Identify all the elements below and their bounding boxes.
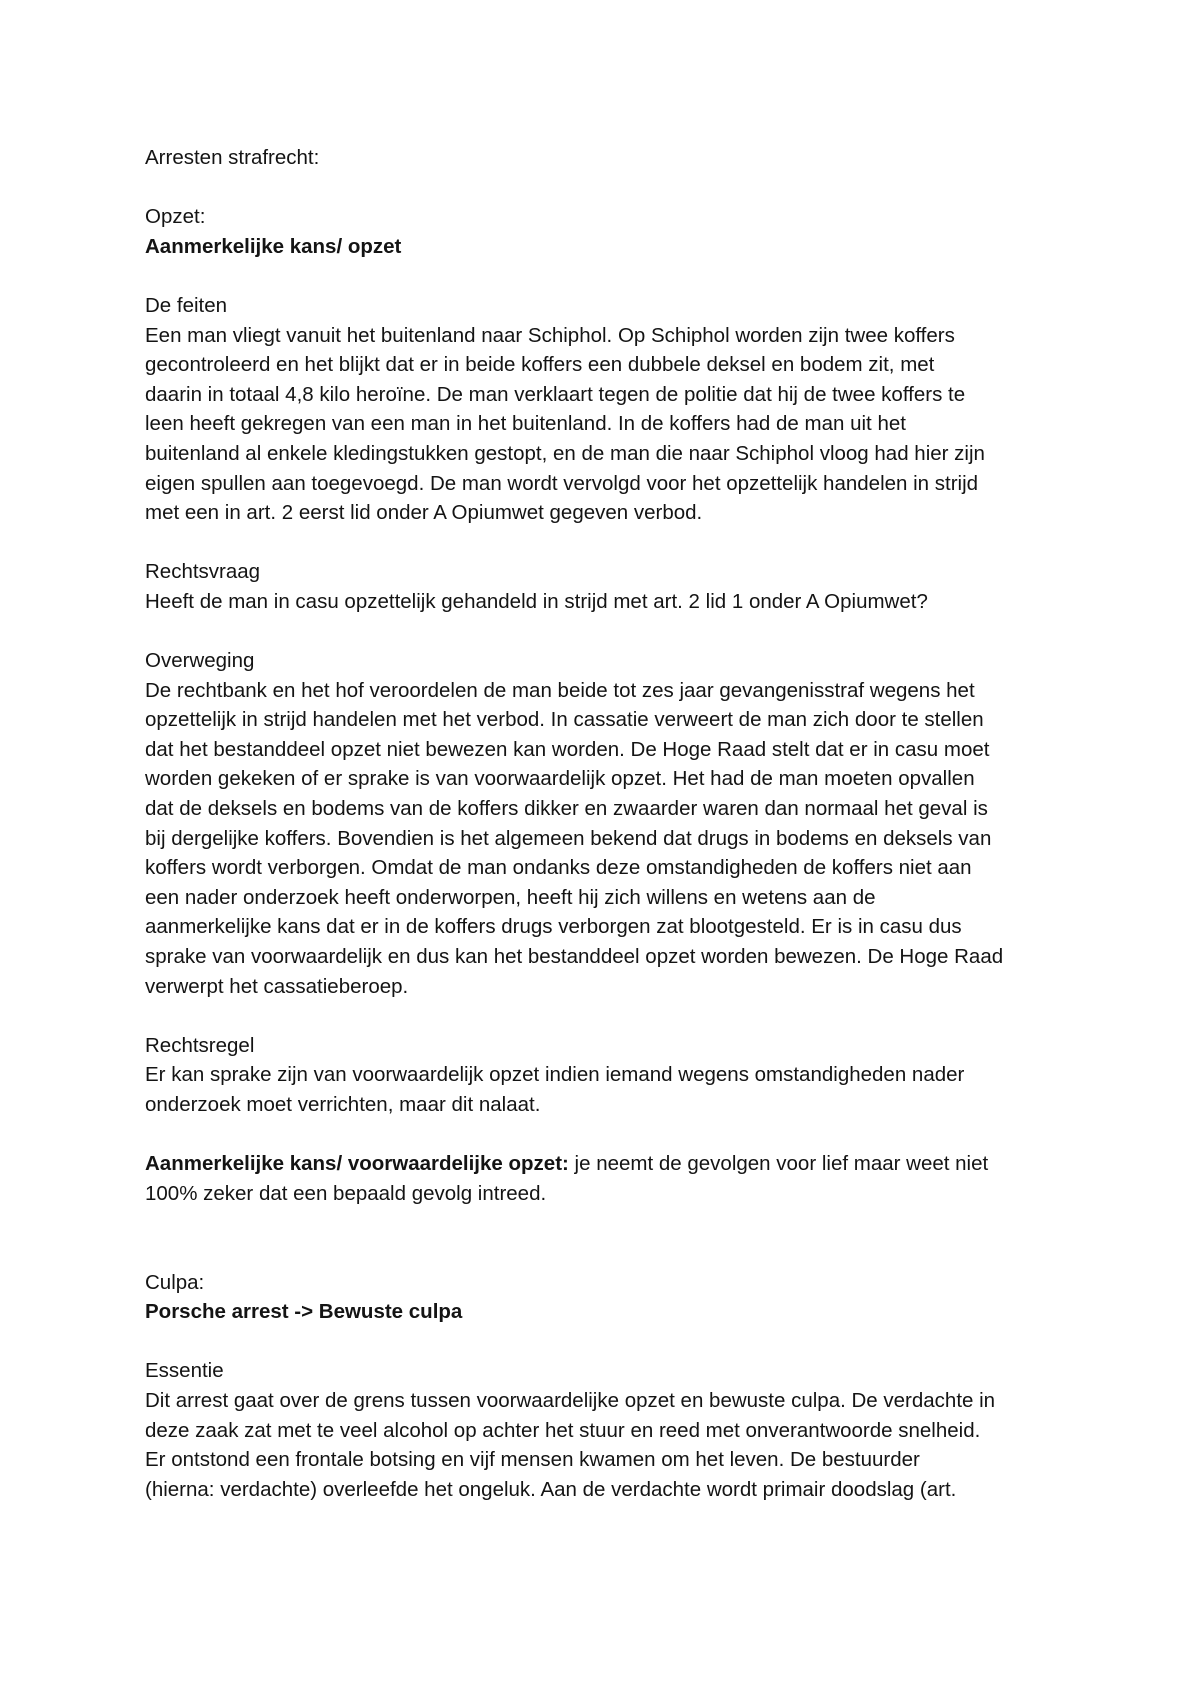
overweging-line: dat de deksels en bodems van de koffers dikker en zwaarder waren dan normaal het geval is <box>145 797 988 821</box>
feiten-line: daarin in totaal 4,8 kilo heroïne. De man verklaart tegen de politie dat hij de twee koffers te <box>145 382 966 406</box>
rechtsregel-label: Rechtsregel <box>145 1033 255 1057</box>
essentie-label: Essentie <box>145 1359 224 1383</box>
culpa-subheading: Porsche arrest -> Bewuste culpa <box>145 1300 463 1324</box>
rechtsregel-line: Er kan sprake zijn van voorwaardelijk opzet indien iemand wegens omstandigheden nader <box>145 1063 965 1087</box>
rechtsvraag-line: Heeft de man in casu opzettelijk gehandeld in strijd met art. 2 lid 1 onder A Opiumwet? <box>145 589 928 613</box>
feiten-line: eigen spullen aan toegevoegd. De man wordt vervolgd voor het opzettelijk handelen in strijd <box>145 471 979 495</box>
definitie-term: Aanmerkelijke kans/ voorwaardelijke opzet: <box>145 1152 569 1176</box>
overweging-line: worden gekeken of er sprake is van voorwaardelijk opzet. Het had de man moeten opvallen <box>145 767 975 791</box>
overweging-line: aanmerkelijke kans dat er in de koffers drugs verborgen zat blootgesteld. Er is in casu dus <box>145 915 962 939</box>
overweging-label: Overweging <box>145 649 255 673</box>
culpa-heading: Culpa: <box>145 1270 205 1294</box>
essentie-line: (hierna: verdachte) overleefde het ongeluk. Aan de verdachte wordt primair doodslag (art. <box>145 1477 957 1501</box>
document-body <box>145 143 1085 1504</box>
overweging-line: koffers wordt verborgen. Omdat de man ondanks deze omstandigheden de koffers niet aan <box>145 856 972 880</box>
feiten-line: met een in art. 2 eerst lid onder A Opiumwet gegeven verbod. <box>145 501 703 525</box>
essentie-line: Er ontstond een frontale botsing en vijf mensen kwamen om het leven. De bestuurder <box>145 1448 920 1472</box>
overweging-line: verwerpt het cassatieberoep. <box>145 974 409 998</box>
rechtsvraag-label: Rechtsvraag <box>145 560 261 584</box>
overweging-line: sprake van voorwaardelijk en dus kan het bestanddeel opzet worden bewezen. De Hoge Raad <box>145 945 1004 969</box>
document-title: Arresten strafrecht: <box>145 146 320 169</box>
essentie-line: Dit arrest gaat over de grens tussen voorwaardelijke opzet en bewuste culpa. De verdachte in <box>145 1388 996 1412</box>
opzet-subheading: Aanmerkelijke kans/ opzet <box>145 234 402 258</box>
feiten-label: De feiten <box>145 293 228 317</box>
definitie-line <box>145 1149 1085 1179</box>
overweging-line: dat het bestanddeel opzet niet bewezen kan worden. De Hoge Raad stelt dat er in casu moet <box>145 737 990 761</box>
definitie-line-2: 100% zeker dat een bepaald gevolg intreed. <box>145 1181 547 1205</box>
feiten-line: gecontroleerd en het blijkt dat er in beide koffers een dubbele deksel en bodem zit, met <box>145 353 935 377</box>
overweging-line: De rechtbank en het hof veroordelen de man beide tot zes jaar gevangenisstraf wegens het <box>145 678 975 702</box>
essentie-line: deze zaak zat met te veel alcohol op achter het stuur en reed met onverantwoorde snelheid. <box>145 1418 981 1442</box>
opzet-heading: Opzet: <box>145 205 206 229</box>
overweging-line: opzettelijk in strijd handelen met het verbod. In cassatie verweert de man zich door te stellen <box>145 708 984 732</box>
definitie-text: je neemt de gevolgen voor lief maar weet niet <box>568 1152 989 1176</box>
overweging-line: bij dergelijke koffers. Bovendien is het algemeen bekend dat drugs in bodems en deksels van <box>145 826 992 850</box>
rechtsregel-line: onderzoek moet verrichten, maar dit nalaat. <box>145 1093 541 1116</box>
overweging-line: een nader onderzoek heeft onderworpen, heeft hij zich willens en wetens aan de <box>145 885 876 909</box>
feiten-line: buitenland al enkele kledingstukken gestopt, en de man die naar Schiphol vloog had hier zijn <box>145 441 985 465</box>
feiten-line: leen heeft gekregen van een man in het buitenland. In de koffers had de man uit het <box>145 412 906 436</box>
feiten-line: Een man vliegt vanuit het buitenland naar Schiphol. Op Schiphol worden zijn twee koffers <box>145 323 955 347</box>
